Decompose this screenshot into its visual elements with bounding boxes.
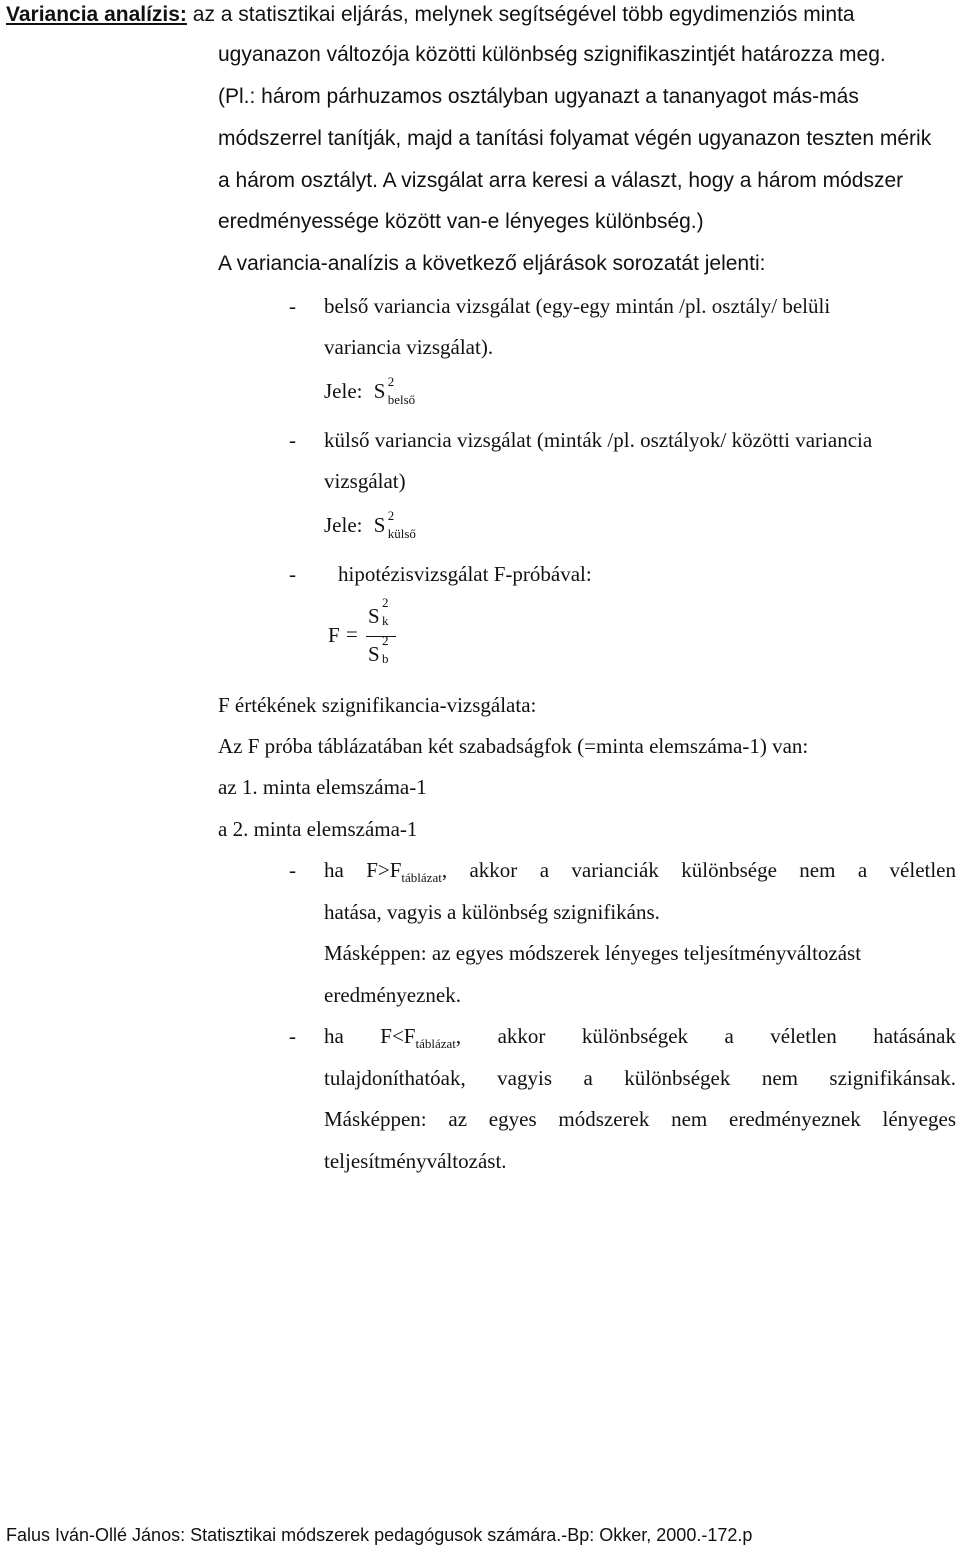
case-1-line-3: Másképpen: az egyes módszerek lényeges teljesítményváltozást [324,941,862,965]
case-dash-2: - [289,1024,296,1048]
jele-kulso [324,508,416,541]
case-1-prefix: ha F>F [324,858,402,882]
jele-label: Jele: [324,513,363,537]
case-2-line-3: Másképpen: az egyes módszerek nem eredményeznek lényeges [324,1107,956,1131]
formula-lhs: F [328,623,340,647]
intro-line-2: ugyanazon változója közötti különbség szignifikaszintjét határozza meg. [218,43,886,66]
f-formula [328,595,408,675]
list-item-1-line-1 [324,293,956,319]
formula-denominator: S 2 b [368,633,389,666]
intro-line-5: a három osztályt. A vizsgálat arra keresi a választ, hogy a három módszer [218,169,904,192]
case-1-rest: , akkor a varianciák különbsége nem a véletlen [441,858,956,882]
s-belso-symbol: S 2 belső [373,374,416,407]
intro-line-4: módszerrel tanítják, majd a tanítási folyamat végén ugyanazon teszten mérik [218,127,932,150]
list-dash-3: - [289,562,296,586]
case-dash-1: - [289,858,296,882]
intro-line-3: (Pl.: három párhuzamos osztályban ugyanazt a tananyagot más-más [218,85,859,108]
intro-line-1-rest: az a statisztikai eljárás, melynek segítségével több egydimenziós minta [192,3,855,26]
term-heading: Variancia analízis: [6,3,187,26]
case-2-sub: táblázat [415,1036,456,1052]
formula-equals: = [346,622,358,646]
s-kulso-symbol: S 2 külső [373,508,416,541]
case-2-rest: , akkor különbségek a véletlen hatásának [455,1024,956,1048]
list-item-1-text: belső variancia vizsgálat (egy-egy mintán /pl. osztály/ belüli [324,294,831,318]
case-2-line-2: tulajdoníthatóak, vagyis a különbségek nem szignifikánsak. [324,1066,956,1090]
list-item-2-line-2: vizsgálat) [324,469,406,493]
list-item-2-line-1: külső variancia vizsgálat (minták /pl. osztályok/ közötti variancia [324,428,873,452]
jele-belso [324,374,416,407]
jele-label: Jele: [324,379,363,403]
list-dash-2: - [289,428,296,452]
fraction-bar [366,636,396,637]
case-1-sub: táblázat [401,870,442,886]
intro-line-6: eredményessége között van-e lényeges különbség.) [218,210,704,233]
significance-line-1: Az F próba táblázatában két szabadságfok (=minta elemszáma-1) van: [218,734,809,758]
list-item-3: hipotézisvizsgálat F-próbával: [338,562,592,586]
case-1-line-1 [324,857,956,886]
significance-line-3: a 2. minta elemszáma-1 [218,817,418,841]
list-dash-1: - [289,294,296,318]
case-1-line-2: hatása, vagyis a különbség szignifikáns. [324,900,660,924]
case-2-line-1 [324,1023,956,1052]
footer-citation: Falus Iván-Ollé János: Statisztikai módszerek pedagógusok számára.-Bp: Okker, 2000.-172.p [6,1525,753,1545]
significance-line-2: az 1. minta elemszáma-1 [218,775,427,799]
list-item-1-line-2: variancia vizsgálat). [324,335,494,359]
intro-line-7: A variancia-analízis a következő eljárások sorozatát jelenti: [218,252,766,275]
intro-line-1 [6,2,855,28]
formula-numerator: S 2 k [368,595,389,628]
significance-heading: F értékének szignifikancia-vizsgálata: [218,693,537,717]
case-2-prefix: ha F<F [324,1024,416,1048]
case-2-line-4: teljesítményváltozást. [324,1149,507,1173]
case-1-line-4: eredményeznek. [324,983,462,1007]
